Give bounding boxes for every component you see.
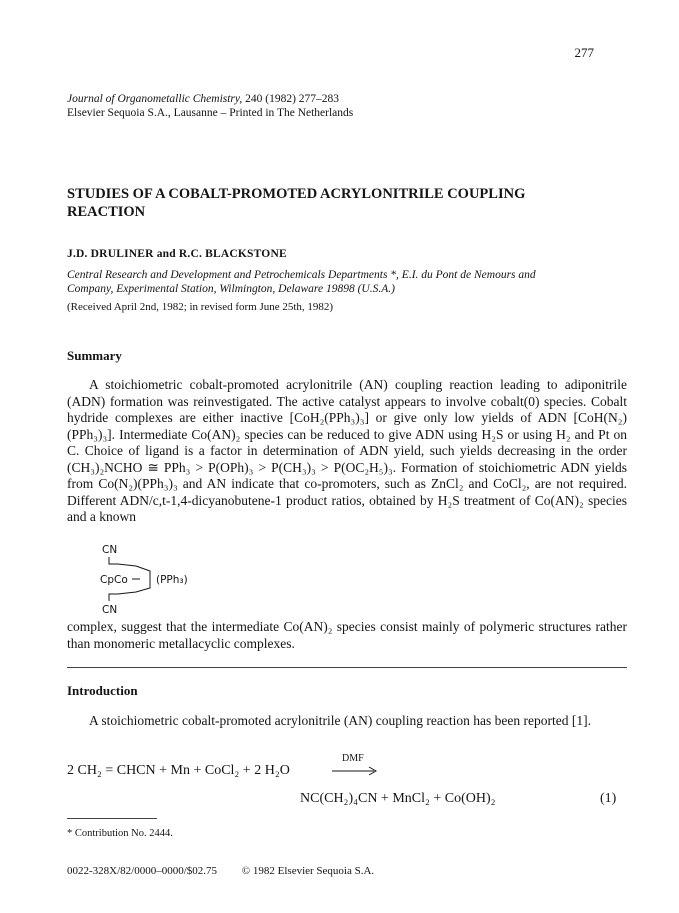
footer-copyright: © 1982 Elsevier Sequoia S.A.: [241, 865, 375, 877]
summary-paragraph-cont: [67, 619, 627, 652]
introduction-paragraph: [67, 713, 627, 730]
footer-code: 0022-328X/82/0000–0000/$02.75: [67, 865, 218, 877]
equation-rhs: NC(CH₂)₄CN + MnCl₂ + Co(OH)₂: [300, 791, 496, 806]
received-date: (Received April 2nd, 1982; in revised form June 25th, 1982): [67, 301, 334, 313]
summary-text: A stoichiometric cobalt-promoted acrylonitrile (AN) coupling reaction leading to adiponitrile (ADN) formation was reinvestigated. The active catalyst appears to involve cobalt(0) species. Cobalt hydride complexes are either inactive [CoH₂(PPh₃)₃] or give only low yields of ADN [CoH(N₂)(PPh₃)₃]. Intermediate Co(AN)₂ species can be reduced to give ADN using H₂S or using H₂ and Pt on C. Choice of ligand is a factor in determination of ADN yield, such yields decreasing in the order (CH₃)₂NCHO ≅ PPh₃ > P(OPh)₃ > P(CH₃)₃ > P(OC₂H₅)₃. Formation of stoichiometric ADN yields from Co(N₂)(PPh₃)₃ and AN indicate that co-promoters, such as ZnCl₂ and CoCl₂, are not required. Different ADN/c,t-1,4-dicyanobutene-1 product ratios, obtained by H₂S treatment of Co(AN)₂ species and a known: [67, 377, 627, 524]
authors: J.D. DRULINER and R.C. BLACKSTONE: [67, 248, 287, 260]
reaction-arrow: [328, 751, 380, 779]
equation-lhs: 2 CH₂ = CHCN + Mn + CoCl₂ + 2 H₂O: [67, 763, 290, 778]
structure-ligand: (PPh₃): [156, 574, 188, 586]
structure-cn-top: CN: [102, 544, 118, 556]
introduction-text: A stoichiometric cobalt-promoted acrylonitrile (AN) coupling reaction has been reported [1].: [89, 713, 591, 728]
journal-header: [67, 92, 353, 120]
article-title: [67, 185, 587, 221]
title-line-2: REACTION: [67, 204, 146, 220]
summary-text-cont: complex, suggest that the intermediate Co(AN)₂ species consist mainly of polymeric structures rather than monomeric metallacyclic complexes.: [67, 619, 627, 651]
cobalt-complex-structure: [96, 543, 226, 615]
journal-citation: 240 (1982) 277–283: [242, 93, 340, 105]
footnote: * Contribution No. 2444.: [67, 828, 173, 839]
page-footer: [67, 865, 396, 877]
affiliation: [67, 268, 627, 296]
introduction-heading: Introduction: [67, 683, 138, 698]
journal-name: Journal of Organometallic Chemistry,: [67, 93, 243, 105]
title-line-1: STUDIES OF A COBALT-PROMOTED ACRYLONITRILE COUPLING: [67, 186, 526, 202]
arrow-label: DMF: [342, 753, 364, 764]
publisher-line: Elsevier Sequoia S.A., Lausanne – Printed in The Netherlands: [67, 107, 354, 119]
summary-paragraph: [67, 377, 627, 526]
footnote-rule: [67, 818, 157, 819]
page-number: 277: [574, 45, 594, 60]
affiliation-line-1: Central Research and Development and Petrochemicals Departments *, E.I. du Pont de Nemours and: [67, 269, 536, 281]
summary-heading: Summary: [67, 348, 122, 363]
section-divider: [67, 667, 627, 668]
affiliation-line-2: Company, Experimental Station, Wilmington, Delaware 19898 (U.S.A.): [67, 283, 395, 295]
equation-number: (1): [600, 791, 617, 806]
structure-cpco: CpCo: [100, 574, 128, 586]
structure-cn-bottom: CN: [102, 604, 118, 615]
